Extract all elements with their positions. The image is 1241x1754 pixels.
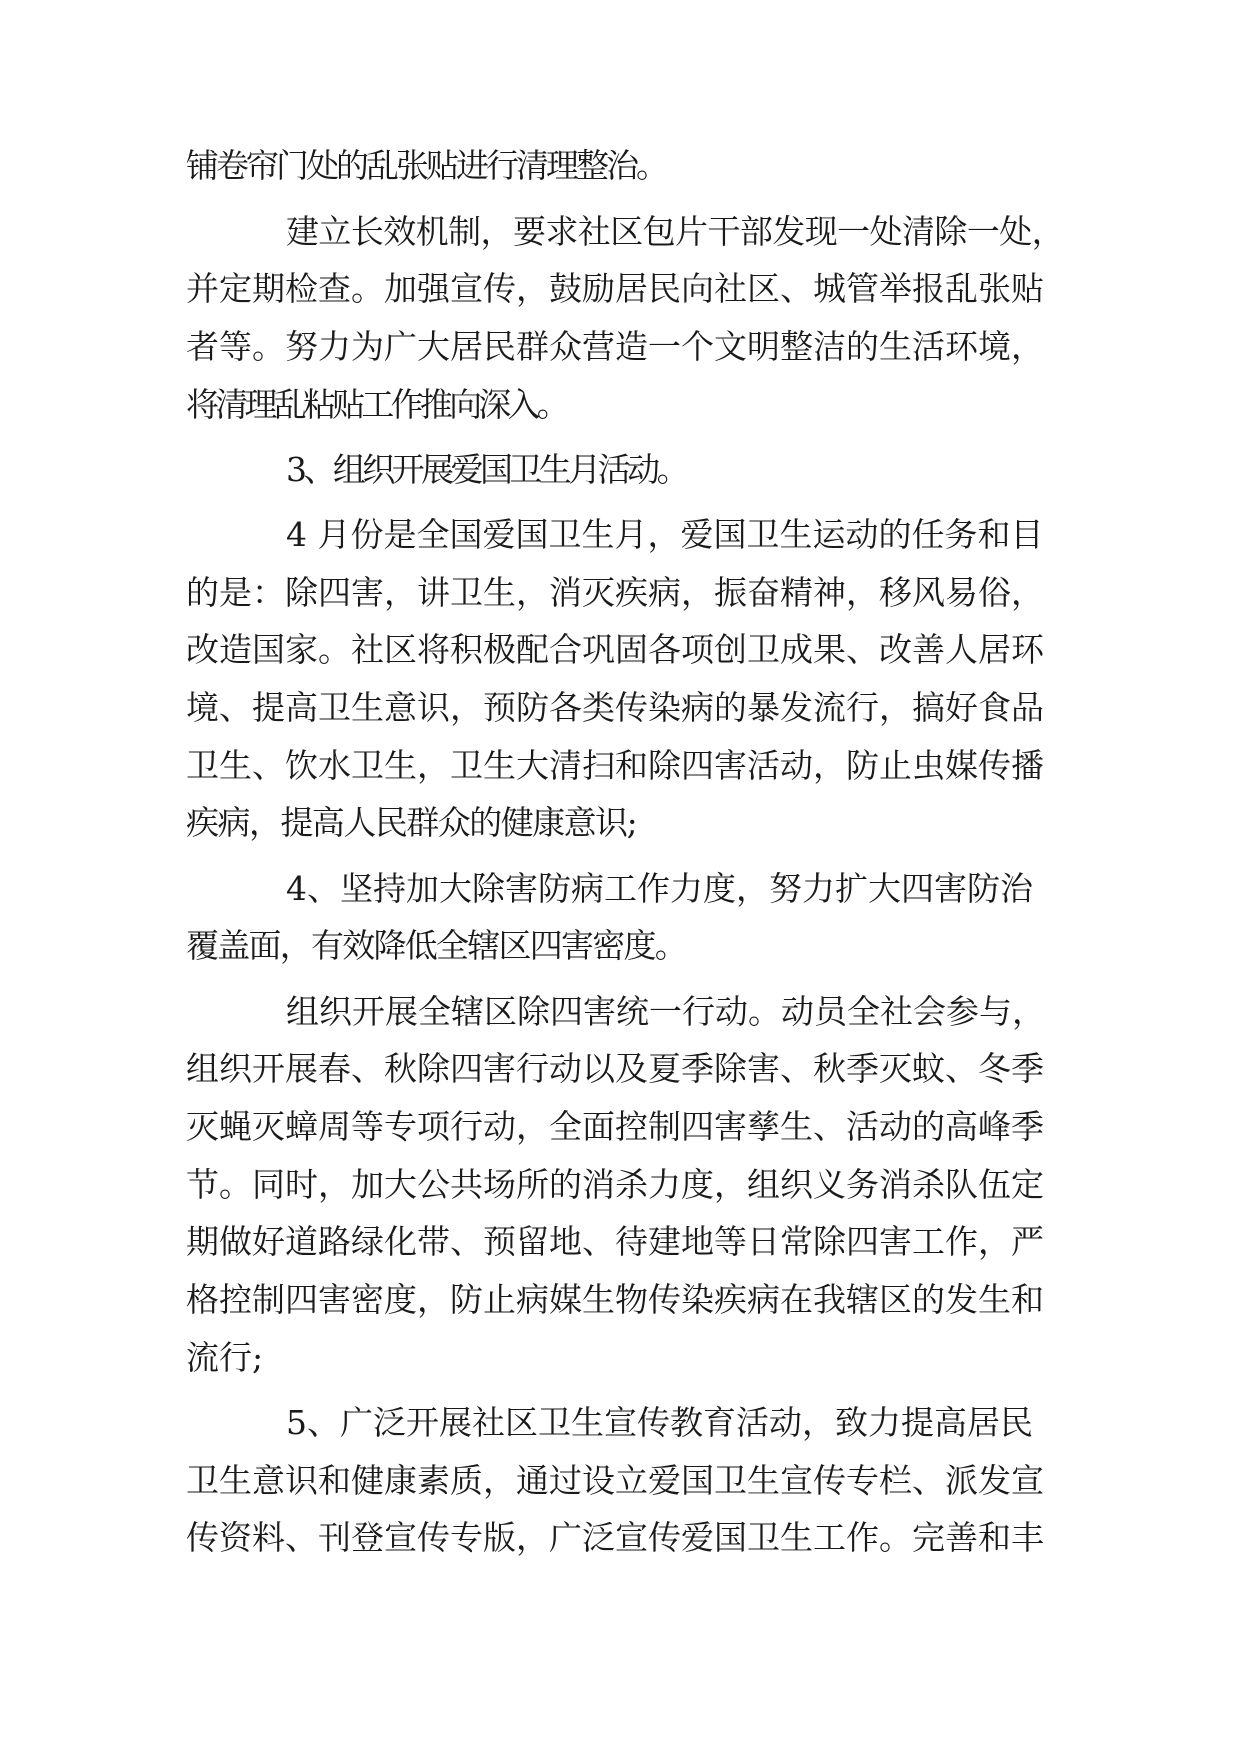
section-heading: 5、广泛开展社区卫生宣传教育活动，致力提高居民 — [286, 1403, 1033, 1442]
text-line: 卫生意识和健康素质，通过设立爱国卫生宣传专栏、派发宣 — [186, 1461, 1044, 1500]
text-line: 者等。努力为广大居民群众营造一个文明整洁的生活环境， — [186, 327, 1044, 366]
text-line: 的是：除四害，讲卫生，消灭疾病，振奋精神，移风易俗， — [186, 573, 1044, 612]
text-line: 将清理乱粘贴工作推向深入。 — [186, 385, 566, 424]
text-line: 铺卷帘门处的乱张贴进行清理整治。 — [186, 146, 666, 185]
text-line: 格控制四害密度，防止病媒生物传染疾病在我辖区的发生和 — [186, 1280, 1044, 1319]
section-heading: 4、坚持加大除害防病工作力度，努力扩大四害防治 — [286, 869, 1033, 908]
text-line: 节。同时，加大公共场所的消杀力度，组织义务消杀队伍定 — [186, 1165, 1044, 1204]
text-line: 改造国家。社区将积极配合巩固各项创卫成果、改善人居环 — [186, 630, 1044, 669]
text-line: 境、提高卫生意识，预防各类传染病的暴发流行，搞好食品 — [186, 688, 1044, 727]
text-line: 覆盖面，有效降低全辖区四害密度。 — [186, 926, 686, 965]
text-line: 并定期检查。加强宣传，鼓励居民向社区、城管举报乱张贴 — [186, 269, 1044, 308]
text-line: 流行; — [186, 1338, 264, 1377]
text-line: 组织开展春、秋除四害行动以及夏季除害、秋季灭蚊、冬季 — [186, 1049, 1044, 1088]
paragraph-first-line: 组织开展全辖区除四害统一行动。动员全社会参与， — [286, 992, 1045, 1031]
text-line: 疾病，提高人民群众的健康意识; — [186, 803, 637, 842]
text-line: 卫生、饮水卫生，卫生大清扫和除四害活动，防止虫媒传播 — [186, 746, 1044, 785]
text-line: 传资料、刊登宣传专版，广泛宣传爱国卫生工作。完善和丰 — [186, 1518, 1044, 1557]
paragraph-first-line: 4 月份是全国爱国卫生月，爱国卫生运动的任务和目 — [286, 515, 1044, 554]
section-heading: 3、组织开展爱国卫生月活动。 — [286, 450, 687, 489]
paragraph-first-line: 建立长效机制，要求社区包片干部发现一处清除一处， — [286, 212, 1065, 251]
text-line: 期做好道路绿化带、预留地、待建地等日常除四害工作，严 — [186, 1222, 1044, 1261]
text-line: 灭蝇灭蟑周等专项行动，全面控制四害孳生、活动的高峰季 — [186, 1107, 1044, 1146]
